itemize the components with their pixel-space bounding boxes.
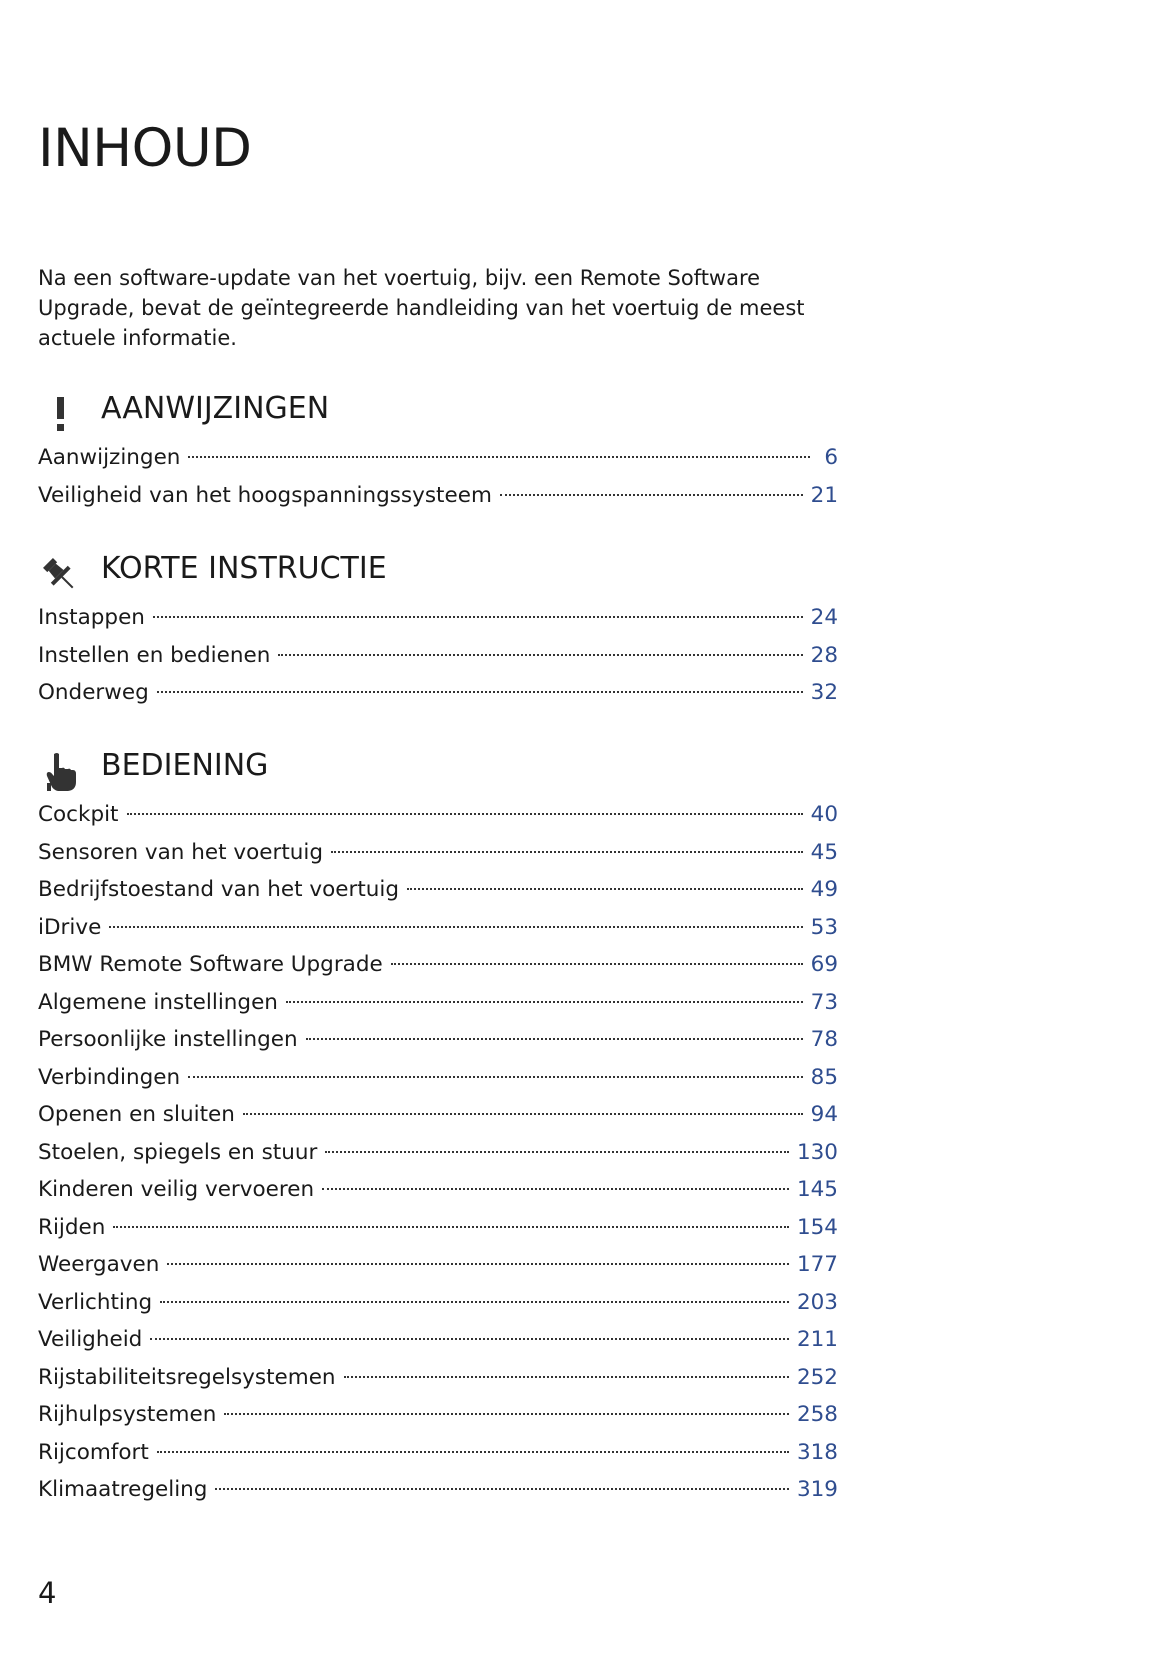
toc-page-link[interactable]: 211 (796, 1327, 838, 1352)
toc-entry[interactable] (38, 871, 838, 909)
toc-page-link[interactable]: 6 (824, 445, 838, 470)
toc-entry-label: Kinderen veilig vervoeren (38, 1177, 315, 1202)
toc-entry[interactable] (38, 1171, 838, 1209)
toc-page-link[interactable]: 318 (796, 1439, 838, 1465)
toc-entry-label: Bedrijfstoestand van het voertuig (38, 877, 400, 902)
intro-text: Na een software-update van het voertuig, bijv. een Remote Software Upgrade, bevat de geïntegreerde handleiding van het voertuig de meest actuele informatie. (38, 266, 805, 350)
toc-entry[interactable] (38, 1021, 838, 1059)
toc-page-link[interactable]: 21 (810, 482, 838, 508)
toc-entry-label: Instellen en bedienen (38, 642, 271, 668)
toc-entry[interactable] (38, 1471, 838, 1509)
toc-page-link[interactable]: 28 (810, 642, 838, 668)
toc-page-link[interactable]: 78 (810, 1027, 838, 1052)
toc-list (38, 599, 838, 712)
toc-page-link[interactable]: 252 (796, 1364, 838, 1390)
toc-entry[interactable] (38, 1209, 838, 1247)
toc-entry-label: BMW Remote Software Upgrade (38, 952, 383, 977)
toc-leader-dots (243, 1113, 803, 1115)
toc-page-link[interactable]: 53 (810, 914, 838, 940)
section-aanwijzingen (38, 391, 838, 514)
toc-entry-label: Klimaatregeling (38, 1477, 208, 1502)
toc-entry-label: Weergaven (38, 1252, 160, 1277)
toc-page-link[interactable]: 24 (810, 605, 838, 630)
toc-leader-dots (278, 654, 802, 656)
toc-entry-label: Verlichting (38, 1289, 153, 1315)
toc-entry-label: Rijhulpsystemen (38, 1402, 217, 1427)
toc-page-link[interactable]: 319 (796, 1477, 838, 1502)
toc-entry[interactable] (38, 1284, 838, 1322)
toc-entry-label: Rijcomfort (38, 1439, 149, 1465)
toc-entry-label: Cockpit (38, 802, 119, 827)
toc-leader-dots (306, 1038, 803, 1040)
toc-entry[interactable] (38, 1321, 838, 1359)
toc-leader-dots (286, 1001, 803, 1003)
toc-entry[interactable] (38, 1134, 838, 1172)
toc-entry[interactable] (38, 674, 838, 712)
toc-entry-label: Persoonlijke instellingen (38, 1027, 298, 1052)
toc-page-link[interactable]: 154 (796, 1214, 838, 1240)
toc-leader-dots (127, 813, 803, 815)
toc-page-link[interactable]: 145 (796, 1177, 838, 1202)
toc-page-link[interactable]: 49 (810, 877, 838, 902)
toc-entry-label: Veiligheid (38, 1327, 143, 1352)
toc-list (38, 439, 838, 514)
toc-entry[interactable] (38, 946, 838, 984)
toc-entry[interactable] (38, 599, 838, 637)
toc-entry-label: Sensoren van het voertuig (38, 839, 324, 865)
toc-entry-label: Rijstabiliteitsregelsystemen (38, 1364, 336, 1390)
toc-entry[interactable] (38, 637, 838, 675)
toc-leader-dots (325, 1151, 789, 1153)
toc-page-link[interactable]: 32 (810, 680, 838, 705)
toc-leader-dots (157, 691, 803, 693)
toc-page-link[interactable]: 130 (796, 1139, 838, 1165)
toc-entry[interactable] (38, 1059, 838, 1097)
toc-entry[interactable] (38, 796, 838, 834)
toc-page-link[interactable]: 73 (810, 989, 838, 1015)
toc-entry[interactable] (38, 1246, 838, 1284)
toc-page-link[interactable]: 69 (810, 952, 838, 977)
toc-entry[interactable] (38, 1434, 838, 1472)
toc-page-link[interactable]: 85 (810, 1064, 838, 1090)
section-header (38, 551, 838, 595)
toc-entry[interactable] (38, 477, 838, 515)
section-title: KORTE INSTRUCTIE (101, 551, 387, 586)
toc-leader-dots (188, 456, 810, 458)
section-title: AANWIJZINGEN (101, 391, 330, 426)
section-korte-instructie (38, 551, 838, 712)
toc-entry-label: Veiligheid van het hoogspanningssysteem (38, 482, 492, 508)
pin-icon (38, 555, 82, 595)
toc-leader-dots (500, 494, 803, 496)
section-header (38, 391, 838, 435)
toc-leader-dots (109, 926, 802, 928)
toc-entry[interactable] (38, 1096, 838, 1134)
section-header (38, 748, 838, 792)
toc-page-link[interactable]: 40 (810, 802, 838, 827)
pointing-hand-icon (38, 752, 82, 792)
toc-entry[interactable] (38, 984, 838, 1022)
toc-entry[interactable] (38, 909, 838, 947)
toc-leader-dots (167, 1263, 789, 1265)
toc-page-link[interactable]: 203 (796, 1289, 838, 1315)
toc-page-link[interactable]: 94 (810, 1102, 838, 1127)
toc-leader-dots (160, 1301, 789, 1303)
toc-leader-dots (188, 1076, 803, 1078)
toc-entry-label: Verbindingen (38, 1064, 181, 1090)
toc-leader-dots (344, 1376, 789, 1378)
toc-leader-dots (407, 888, 803, 890)
toc-entry[interactable] (38, 834, 838, 872)
toc-leader-dots (157, 1451, 789, 1453)
toc-entry[interactable] (38, 1396, 838, 1434)
toc-entry-label: Onderweg (38, 680, 149, 705)
toc-leader-dots (113, 1226, 789, 1228)
toc-page-link[interactable]: 258 (796, 1402, 838, 1427)
toc-entry-label: Aanwijzingen (38, 445, 181, 470)
toc-page-link[interactable]: 45 (810, 839, 838, 865)
exclamation-icon (38, 395, 82, 435)
toc-entry-label: Algemene instellingen (38, 989, 278, 1015)
toc-leader-dots (153, 616, 803, 618)
toc-leader-dots (215, 1488, 788, 1490)
section-title: BEDIENING (101, 748, 269, 783)
toc-entry-label: Instappen (38, 605, 145, 630)
toc-leader-dots (150, 1338, 789, 1340)
toc-leader-dots (391, 963, 803, 965)
page-title: INHOUD (38, 118, 252, 179)
toc-page-link[interactable]: 177 (796, 1252, 838, 1277)
toc-entry-label: Openen en sluiten (38, 1102, 235, 1127)
section-bediening (38, 748, 838, 1509)
toc-leader-dots (322, 1188, 789, 1190)
toc-leader-dots (331, 851, 803, 853)
toc-leader-dots (224, 1413, 789, 1415)
toc-entry[interactable] (38, 439, 838, 477)
toc-entry-label: iDrive (38, 914, 102, 940)
toc-entry[interactable] (38, 1359, 838, 1397)
toc-entry-label: Stoelen, spiegels en stuur (38, 1139, 318, 1165)
page-number: 4 (38, 1576, 57, 1610)
toc-entry-label: Rijden (38, 1214, 106, 1240)
toc-list (38, 796, 838, 1509)
